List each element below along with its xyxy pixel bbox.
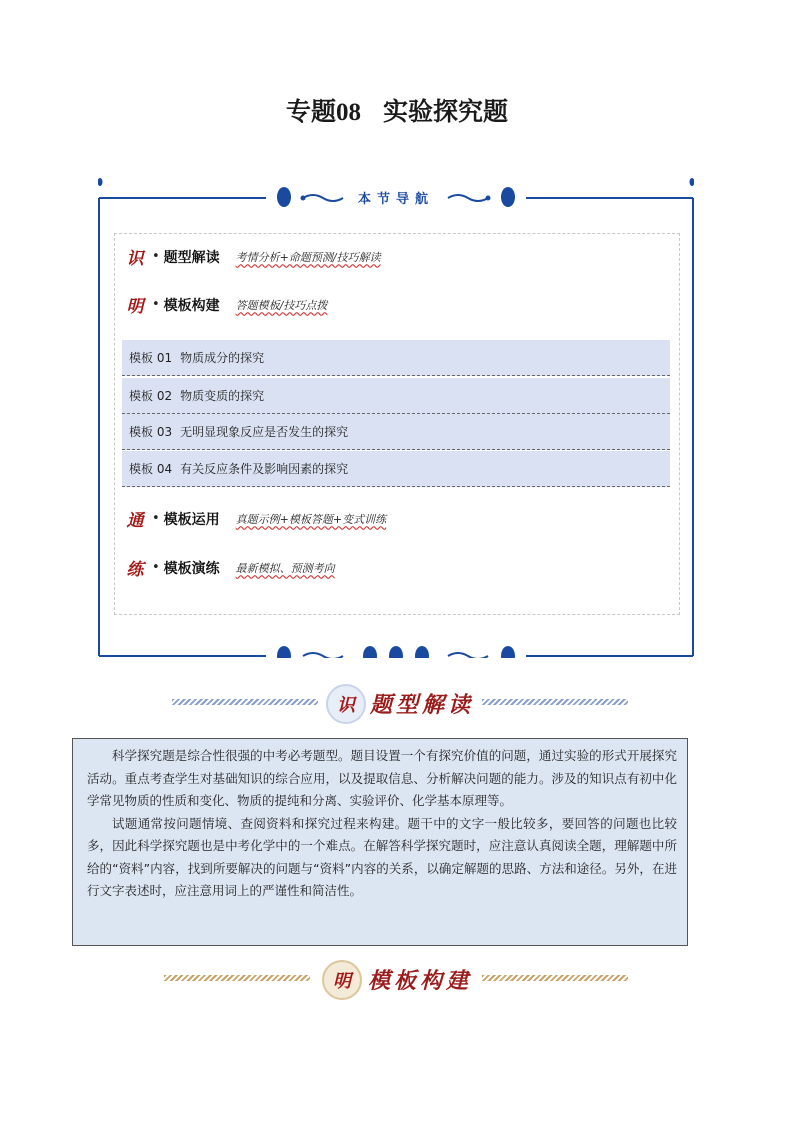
nav-row-analysis[interactable] bbox=[124, 244, 381, 269]
template-item-01[interactable] bbox=[122, 340, 670, 376]
section-banner-analysis bbox=[0, 682, 794, 722]
bullet-icon: • bbox=[152, 511, 160, 526]
section-banner-build bbox=[0, 958, 794, 998]
side-char: 识 bbox=[126, 249, 144, 269]
row-sub: 考情分析+命题预测/技巧解读 bbox=[235, 250, 381, 264]
template-code: 模板 02 bbox=[129, 389, 173, 403]
template-text: 无明显现象反应是否发生的探究 bbox=[180, 425, 349, 439]
template-item-02[interactable] bbox=[122, 378, 670, 414]
template-code: 模板 03 bbox=[129, 425, 173, 439]
nav-row-practice[interactable] bbox=[124, 555, 335, 580]
template-item-04[interactable] bbox=[122, 451, 670, 487]
bullet-icon: • bbox=[152, 560, 160, 575]
row-sub: 答题模板/技巧点拨 bbox=[235, 298, 328, 312]
title-name: 实验探究题 bbox=[383, 97, 509, 126]
row-label: 题型解读 bbox=[163, 249, 220, 266]
template-text: 有关反应条件及影响因素的探究 bbox=[180, 462, 349, 476]
banner-line-left bbox=[172, 699, 318, 705]
bullet-icon: • bbox=[152, 249, 160, 264]
intro-box bbox=[72, 738, 688, 946]
nav-row-build[interactable] bbox=[124, 292, 327, 317]
row-sub: 最新模拟、预测考向 bbox=[235, 561, 335, 575]
banner-badge: 明 bbox=[322, 960, 362, 1000]
template-item-03[interactable] bbox=[122, 414, 670, 450]
intro-paragraph-2: 试题通常按问题情境、查阅资料和探究过程来构建。题干中的文字一般比较多，要回答的问题也比较多，因此科学探究题也是中考化学中的一个难点。在解答科学探究题时，应注意认真阅读全题，理解题中所给的“资料”内容，找到所要解决的问题与“资料”内容的关系，以确定解题的思路、方法和途径。另外，在进行文字表述时，应注意用词上的严谨性和简洁性。 bbox=[87, 815, 677, 898]
intro-paragraph-1: 科学探究题是综合性很强的中考必考题型。题目设置一个有探究价值的问题，通过实验的形式开展探究活动。重点考查学生对基础知识的综合应用，以及提取信息、分析解决问题的能力。涉及的知识点有初中化学常见物质的性质和变化、物质的提纯和分离、实验评价、化学基本原理等。 bbox=[87, 748, 677, 808]
template-text: 物质变质的探究 bbox=[180, 389, 265, 403]
banner-line-right bbox=[482, 975, 628, 981]
nav-row-apply[interactable] bbox=[124, 506, 386, 531]
row-label: 模板演练 bbox=[163, 560, 220, 577]
banner-badge: 识 bbox=[326, 684, 366, 724]
page-title bbox=[0, 92, 794, 128]
side-char: 练 bbox=[126, 560, 144, 580]
row-label: 模板构建 bbox=[163, 297, 220, 314]
banner-title: 题型解读 bbox=[370, 692, 475, 718]
title-number: 08 bbox=[336, 99, 361, 126]
nav-header: 本节导航 bbox=[357, 192, 434, 207]
template-code: 模板 01 bbox=[129, 351, 173, 365]
bullet-icon: • bbox=[152, 297, 160, 312]
row-sub: 真题示例+模板答题+变式训练 bbox=[235, 512, 387, 526]
template-code: 模板 04 bbox=[129, 462, 173, 476]
title-prefix: 专题 bbox=[285, 97, 336, 126]
banner-line-left bbox=[164, 975, 310, 981]
side-char: 明 bbox=[126, 297, 144, 317]
banner-title: 模板构建 bbox=[368, 968, 473, 994]
banner-line-right bbox=[482, 699, 628, 705]
template-text: 物质成分的探究 bbox=[180, 351, 265, 365]
side-char: 通 bbox=[126, 511, 144, 531]
row-label: 模板运用 bbox=[163, 511, 220, 528]
